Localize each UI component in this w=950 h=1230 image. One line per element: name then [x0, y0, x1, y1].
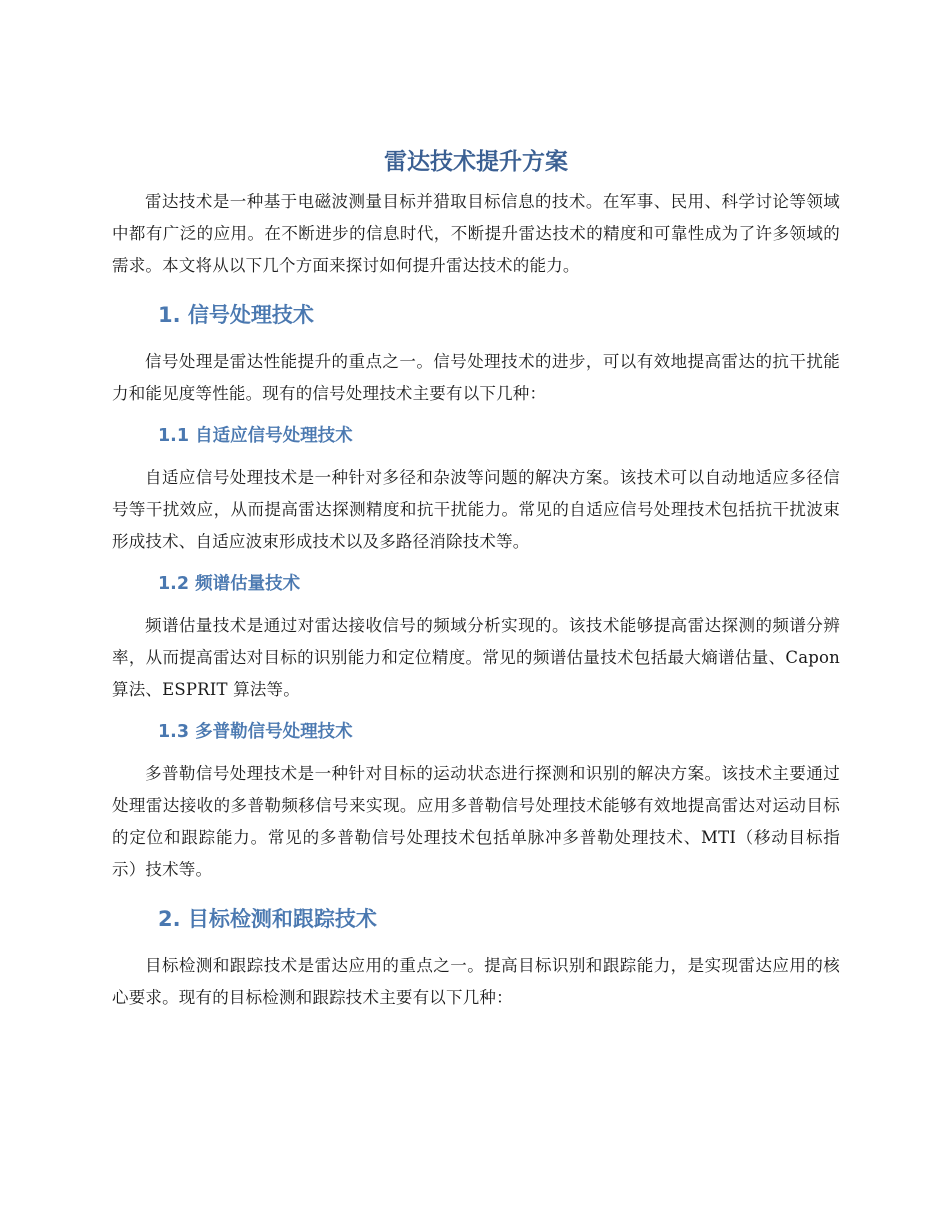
subsection-heading-spectrum: 1.2 频谱估量技术 — [158, 574, 301, 594]
document-content — [112, 144, 840, 1014]
section-heading-signal-processing: 1. 信号处理技术 — [158, 303, 314, 327]
subsection-heading-doppler: 1.3 多普勒信号处理技术 — [158, 722, 353, 742]
section-paragraph-signal-processing: 信号处理是雷达性能提升的重点之一。信号处理技术的进步，可以有效地提高雷达的抗干扰能力和能见度等性能。现有的信号处理技术主要有以下几种： — [112, 352, 840, 403]
subsection-paragraph-adaptive: 自适应信号处理技术是一种针对多径和杂波等问题的解决方案。该技术可以自动地适应多径信号等干扰效应，从而提高雷达探测精度和抗干扰能力。常见的自适应信号处理技术包括抗干扰波束形成技术、自适应波束形成技术以及多路径消除技术等。 — [112, 468, 840, 551]
intro-paragraph: 雷达技术是一种基于电磁波测量目标并猎取目标信息的技术。在军事、民用、科学讨论等领域中都有广泛的应用。在不断进步的信息时代，不断提升雷达技术的精度和可靠性成为了许多领域的需求。本文将从以下几个方面来探讨如何提升雷达技术的能力。 — [112, 192, 840, 275]
subsection-heading-adaptive: 1.1 自适应信号处理技术 — [158, 426, 353, 446]
document-title: 雷达技术提升方案 — [384, 149, 568, 175]
section-heading-target-detection: 2. 目标检测和跟踪技术 — [158, 907, 377, 931]
subsection-paragraph-spectrum: 频谱估量技术是通过对雷达接收信号的频域分析实现的。该技术能够提高雷达探测的频谱分辨率，从而提高雷达对目标的识别能力和定位精度。常见的频谱估量技术包括最大熵谱估量、Capon 算法、ESPRIT 算法等。 — [112, 616, 840, 699]
subsection-paragraph-doppler: 多普勒信号处理技术是一种针对目标的运动状态进行探测和识别的解决方案。该技术主要通过处理雷达接收的多普勒频移信号来实现。应用多普勒信号处理技术能够有效地提高雷达对运动目标的定位和跟踪能力。常见的多普勒信号处理技术包括单脉冲多普勒处理技术、MTI（移动目标指示）技术等。 — [112, 764, 840, 879]
section-paragraph-target-detection: 目标检测和跟踪技术是雷达应用的重点之一。提高目标识别和跟踪能力，是实现雷达应用的核心要求。现有的目标检测和跟踪技术主要有以下几种： — [112, 956, 840, 1007]
